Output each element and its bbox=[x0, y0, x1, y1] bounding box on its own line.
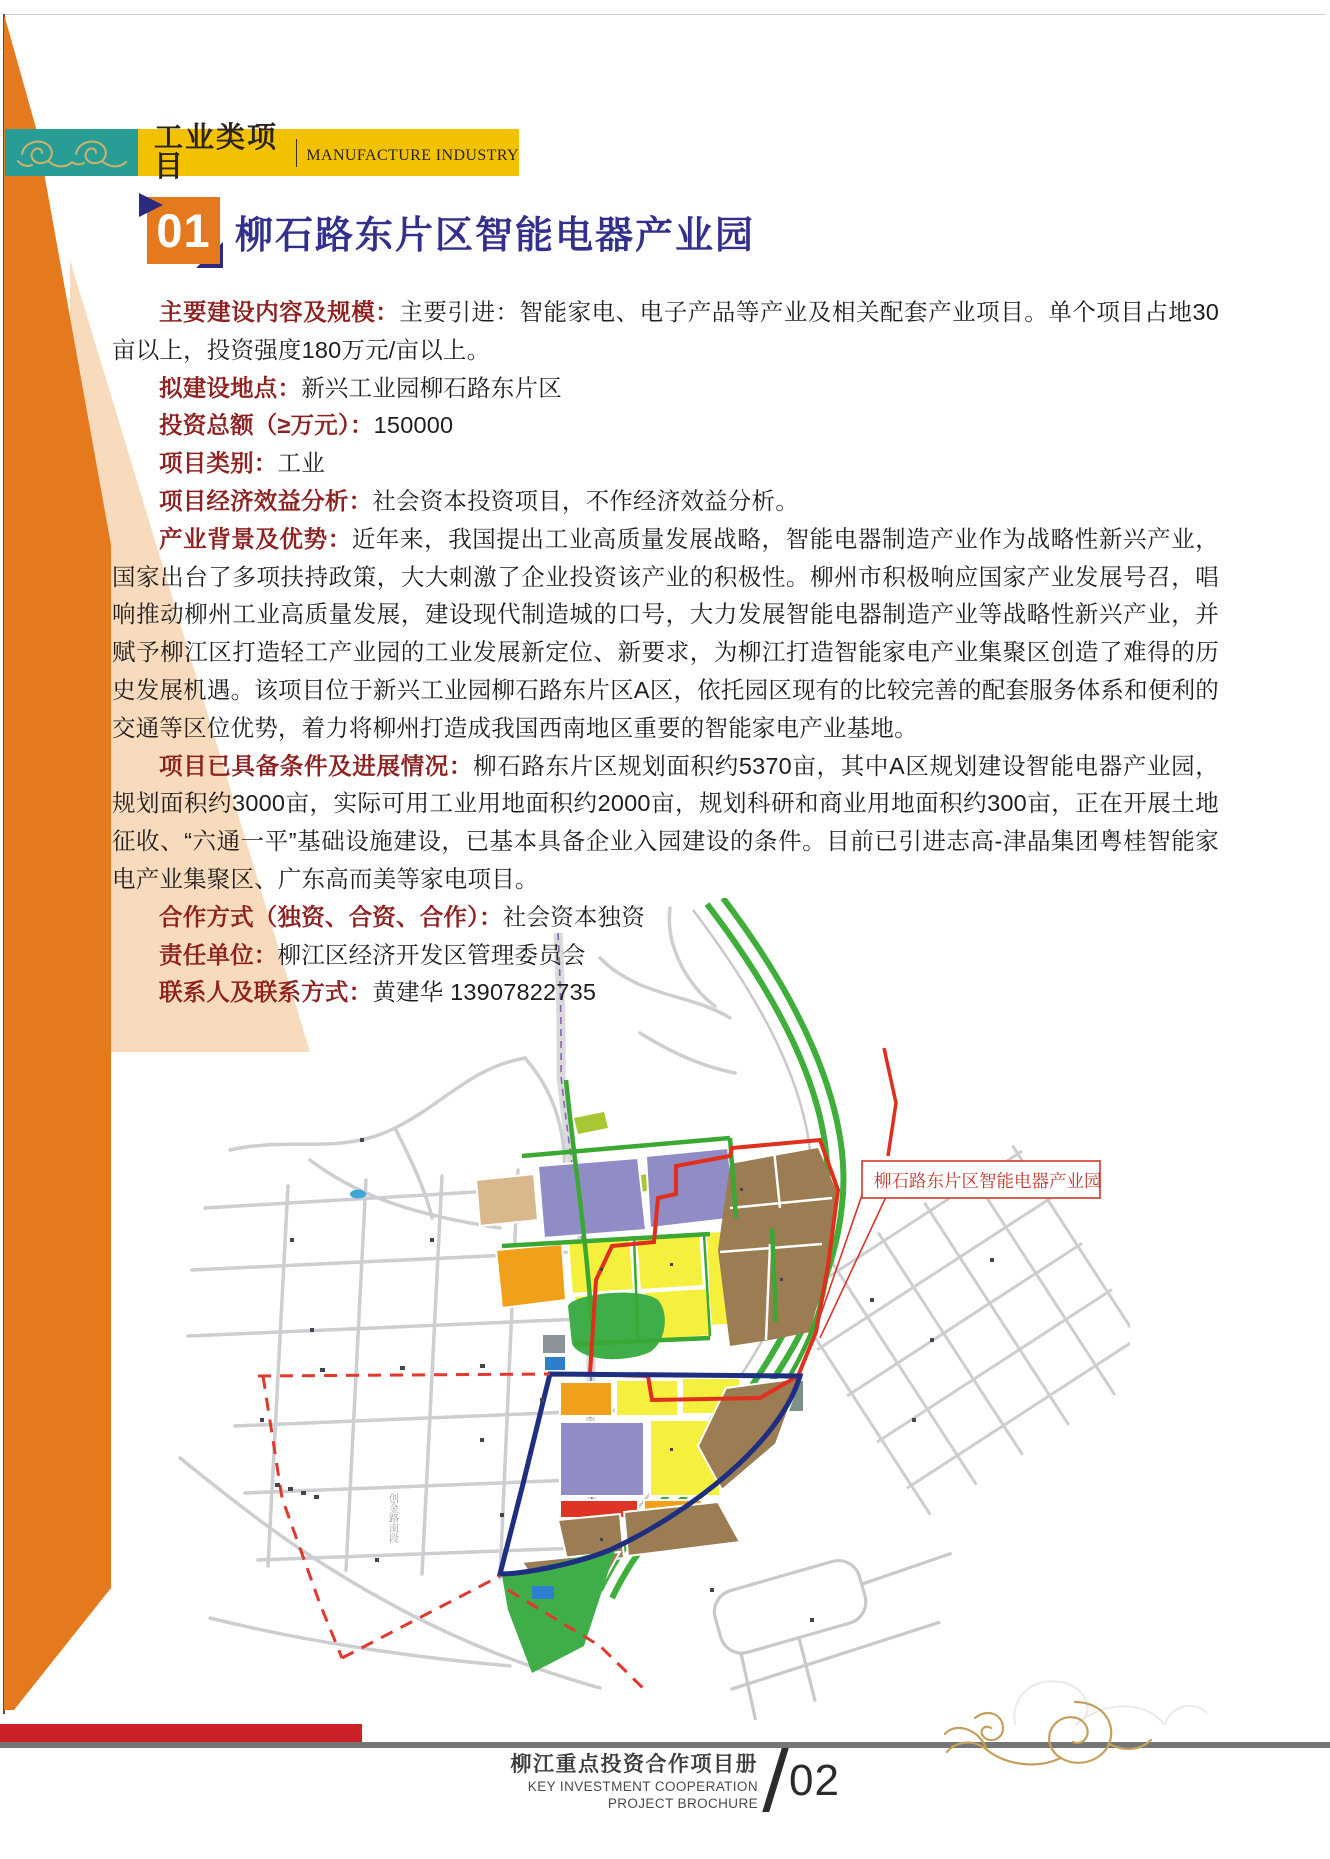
footer-title-en-2: PROJECT BROCHURE bbox=[607, 1796, 758, 1811]
map-callout-label: 柳石路东片区智能电器产业园 bbox=[874, 1171, 1102, 1191]
road-label: 创金路南段 bbox=[386, 1493, 398, 1543]
banner-divider bbox=[296, 139, 298, 167]
orange-wedge-decoration bbox=[0, 0, 130, 1720]
project-details bbox=[112, 294, 1219, 1012]
field-cooperation: 合作方式（独资、合资、合作）：社会资本独资 bbox=[159, 903, 645, 930]
adjacent-zone-red-boundary bbox=[884, 1048, 896, 1156]
central-park bbox=[568, 1293, 665, 1360]
field-location: 拟建设地点：新兴工业园柳石路东片区 bbox=[159, 374, 562, 401]
field-background: 产业背景及优势：近年来，我国提出工业高质量发展战略，智能电器制造产业作为战略性新兴产业，国家出台了多项扶持政策，大大刺激了企业投资该产业的积极性。柳州市积极响应国家产业发展号召，唱响推动柳州工业高质量发展，建设现代制造城的口号，大力发展智能电器制造产业等战略性新兴产业，并赋予柳江区打造轻工产业园的工业发展新定位、新要求，为柳江打造智能家电产业集聚区创造了难得的历史发展机遇。该项目位于新兴工业园柳石路东片区A区，依托园区现有的比较完善的配套服务体系和便利的交通等区位优势，着力将柳州打造成我国西南地区重要的智能家电产业基地。 bbox=[112, 525, 1220, 741]
page-top-rule bbox=[4, 14, 1326, 15]
section-banner bbox=[138, 121, 519, 183]
page-number: 02 bbox=[789, 1756, 840, 1805]
field-contact: 联系人及联系方式：黄建华 13907822735 bbox=[159, 979, 597, 1006]
field-progress: 项目已具备条件及进展情况：柳石路东片区规划面积约5370亩，其中A区规划建设智能电器产业园，规划面积约3000亩，实际可用工业用地面积约2000亩，规划科研和商业用地面积约300亩，正在开展土地征收、“六通一平”基础设施建设，已基本具备企业入园建设的条件。目前已引进志高-津晶集团粤桂智能家电产业集聚区、广东高而美等家电项目。 bbox=[112, 752, 1219, 892]
pond bbox=[350, 1190, 366, 1199]
section-title-cn: 工业类项目 bbox=[154, 121, 279, 183]
field-responsible-unit: 责任单位：柳江区经济开发区管理委员会 bbox=[159, 941, 586, 968]
footer-title-en-1: KEY INVESTMENT COOPERATION bbox=[527, 1779, 758, 1794]
small-blue-parcel bbox=[532, 1586, 554, 1599]
site-map bbox=[170, 898, 1130, 1720]
project-title: 柳石路东片区智能电器产业园 bbox=[235, 215, 756, 257]
field-main-content: 主要建设内容及规模：主要引进：智能家电、电子产品等产业及相关配套产业项目。单个项目占地30亩以上，投资强度180万元/亩以上。 bbox=[112, 299, 1220, 363]
footer-title-cn: 柳江重点投资合作项目册 bbox=[510, 1753, 758, 1776]
section-title-en: MANUFACTURE INDUSTRY bbox=[306, 146, 519, 164]
planning-map-figure bbox=[170, 898, 1130, 1720]
footer-red-bar bbox=[0, 1724, 362, 1742]
cloud-ornament-icon bbox=[14, 134, 130, 172]
lower-parcels bbox=[522, 1378, 804, 1588]
field-investment: 投资总额（≥万元）：150000 bbox=[159, 412, 454, 439]
map-callout bbox=[814, 1161, 1102, 1338]
footer-brochure-title bbox=[380, 1752, 758, 1812]
footer-slash bbox=[762, 1748, 789, 1812]
field-category: 项目类别：工业 bbox=[159, 450, 325, 477]
project-number: 01 bbox=[156, 204, 211, 257]
field-benefit-analysis: 项目经济效益分析：社会资本投资项目，不作经济效益分析。 bbox=[159, 487, 799, 514]
gold-cloud-ornament-icon bbox=[935, 1672, 1175, 1792]
